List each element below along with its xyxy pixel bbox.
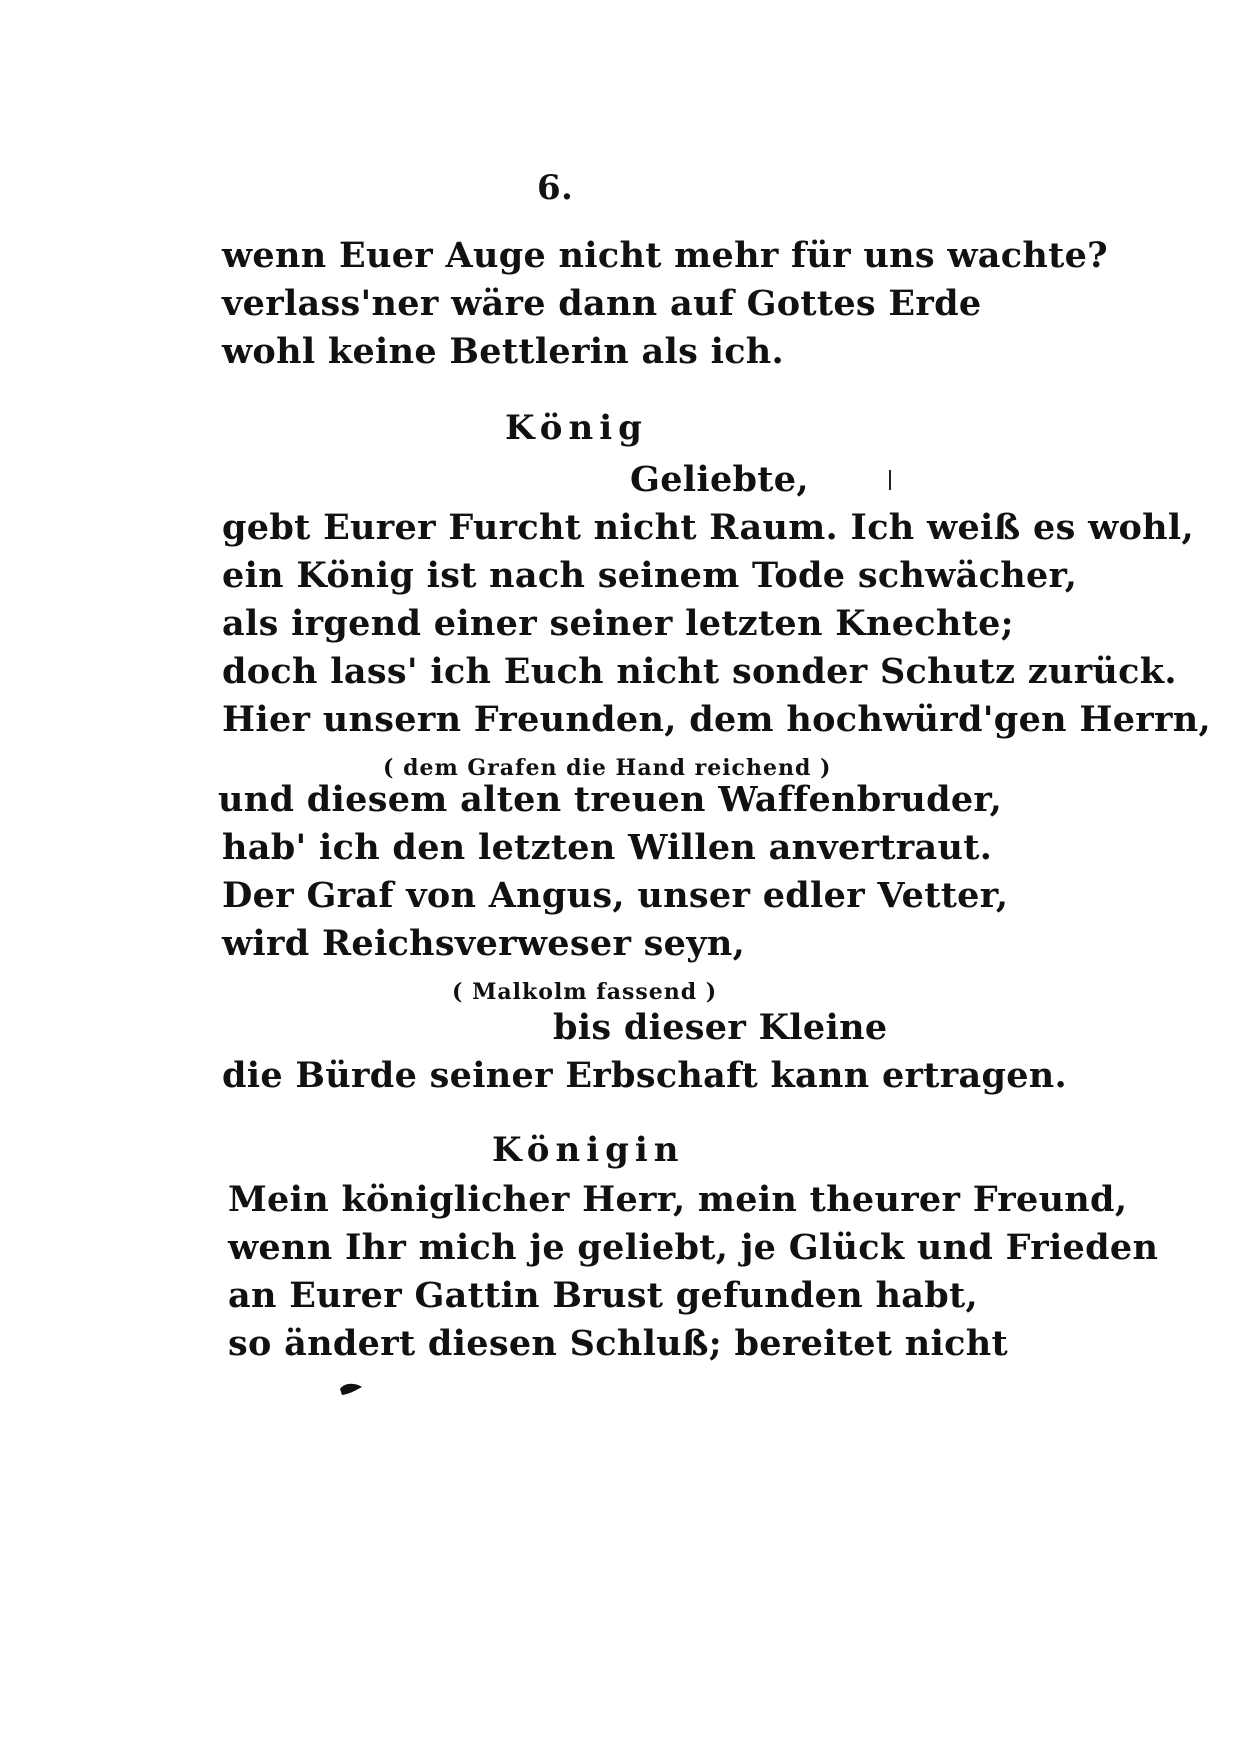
verse-line-18: an Eurer Gattin Brust gefunden habt,	[228, 1275, 978, 1316]
verse-line-16: Mein königlicher Herr, mein theurer Freund,	[228, 1179, 1128, 1220]
speaker-koenig: König	[505, 408, 648, 448]
verse-line-12: Der Graf von Angus, unser edler Vetter,	[222, 875, 1009, 916]
verse-line-3: wohl keine Bettlerin als ich.	[222, 331, 785, 372]
stage-direction-2: ( Malkolm fassend )	[452, 979, 718, 1005]
margin-mark	[889, 470, 891, 490]
print-blot	[338, 1380, 364, 1398]
verse-line-17: wenn Ihr mich je geliebt, je Glück und Frieden	[228, 1227, 1159, 1268]
verse-line-9: Hier unsern Freunden, dem hochwürd'gen Herrn,	[222, 699, 1212, 740]
verse-line-2: verlass'ner wäre dann auf Gottes Erde	[222, 283, 982, 324]
verse-line-4: Geliebte,	[630, 459, 809, 500]
verse-line-1: wenn Euer Auge nicht mehr für uns wachte?	[222, 235, 1108, 276]
verse-line-13: wird Reichsverweser seyn,	[222, 923, 746, 964]
verse-line-6: ein König ist nach seinem Tode schwächer,	[222, 555, 1078, 596]
verse-line-19: so ändert diesen Schluß; bereitet nicht	[228, 1323, 1008, 1364]
stage-direction-1: ( dem Grafen die Hand reichend )	[383, 755, 832, 781]
verse-line-5: gebt Eurer Furcht nicht Raum. Ich weiß es wohl,	[222, 507, 1194, 548]
verse-line-11: hab' ich den letzten Willen anvertraut.	[222, 827, 993, 868]
verse-line-8: doch lass' ich Euch nicht sonder Schutz zurück.	[222, 651, 1177, 692]
verse-line-15: die Bürde seiner Erbschaft kann ertragen.	[222, 1055, 1068, 1096]
page-number: 6.	[537, 168, 574, 208]
verse-line-14: bis dieser Kleine	[553, 1007, 888, 1048]
speaker-koenigin: Königin	[492, 1130, 685, 1170]
verse-line-10: und diesem alten treuen Waffenbruder,	[218, 779, 1003, 820]
verse-line-7: als irgend einer seiner letzten Knechte;	[222, 603, 1014, 644]
